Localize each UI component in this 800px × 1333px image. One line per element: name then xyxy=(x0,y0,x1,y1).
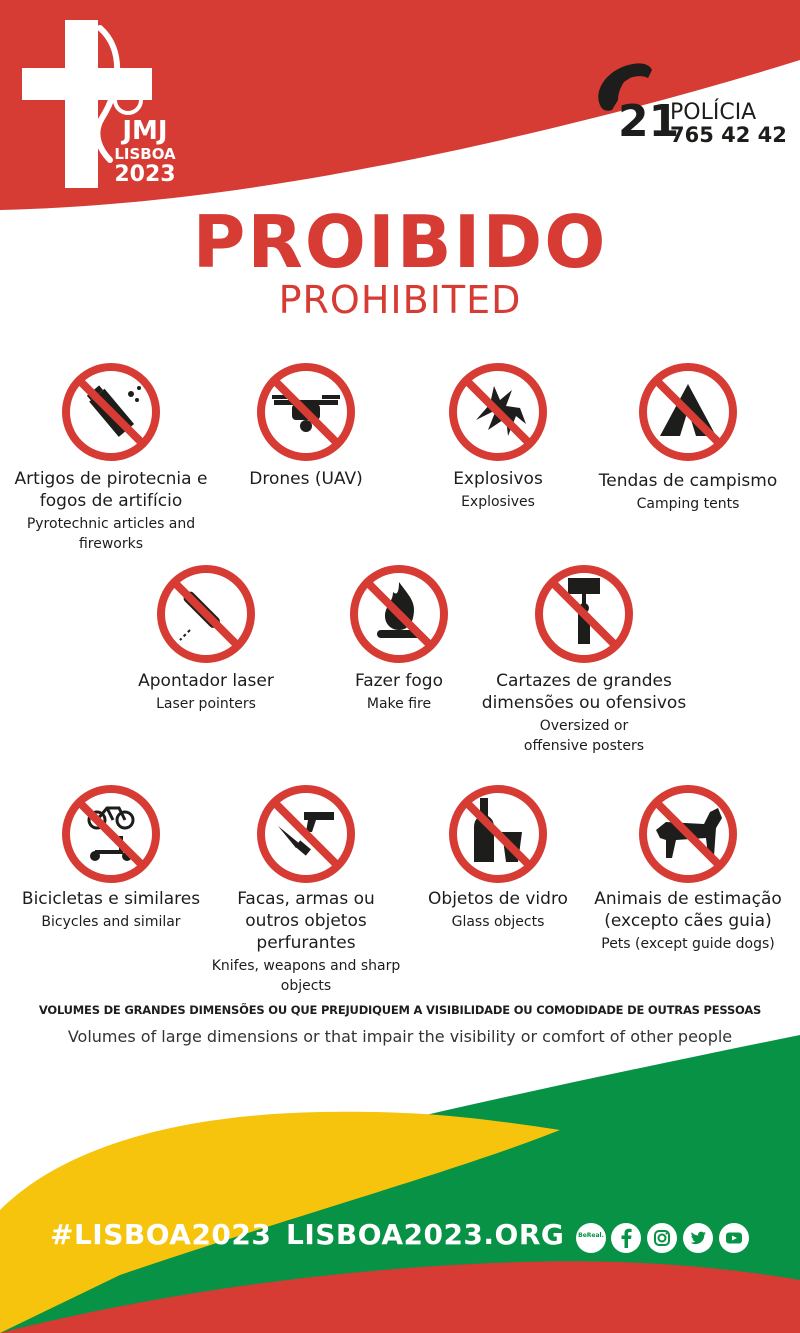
note-pt: VOLUMES DE GRANDES DIMENSÕES OU QUE PREJUDIQUEM A VISIBILIDADE OU COMODIDADE DE OUTRAS PESSOAS xyxy=(38,1003,762,1017)
footer-hashtag: #LISBOA2023 xyxy=(50,1218,272,1251)
laser-pointer-icon xyxy=(154,562,258,666)
instagram-icon[interactable] xyxy=(647,1223,677,1253)
drone-icon xyxy=(254,360,358,464)
dog-icon xyxy=(636,782,740,886)
item-en-label: Knifes, weapons and sharp objects xyxy=(211,958,401,994)
fire-icon xyxy=(347,562,451,666)
item-pt-label: Animais de estimação (excepto cães guia) xyxy=(594,889,782,931)
title-proibido: PROIBIDO xyxy=(192,200,608,284)
glass-bottle-icon xyxy=(446,782,550,886)
bereal-icon[interactable] xyxy=(576,1223,606,1253)
item-pt-label: Explosivos xyxy=(453,469,543,489)
item-pyrotechnics xyxy=(5,360,217,554)
explosives-icon xyxy=(446,360,550,464)
item-laser xyxy=(100,562,312,714)
item-pt-label: Artigos de pirotecnia e fogos de artifício xyxy=(14,469,208,511)
item-drones xyxy=(200,360,412,490)
item-en-label: Bicycles and similar xyxy=(41,914,181,930)
police-label: POLÍCIA xyxy=(670,100,757,125)
knife-gun-icon xyxy=(254,782,358,886)
item-pt-label: Tendas de campismo xyxy=(598,471,778,491)
item-en-label: Laser pointers xyxy=(156,696,256,712)
item-en-label: Pyrotechnic articles and fireworks xyxy=(26,516,196,552)
youtube-icon[interactable] xyxy=(719,1223,749,1253)
item-en-label: Oversized or offensive posters xyxy=(523,718,645,754)
logo-lisboa: LISBOA xyxy=(114,145,176,163)
item-explosives xyxy=(392,360,604,512)
item-en-label: Glass objects xyxy=(451,914,545,930)
item-en-label: Explosives xyxy=(461,494,535,510)
police-number: 765 42 42 xyxy=(670,123,787,147)
bicycle-scooter-icon xyxy=(59,782,163,886)
item-pt-label: Objetos de vidro xyxy=(428,889,568,909)
item-en-label: Make fire xyxy=(366,696,432,712)
title-prohibited: PROHIBITED xyxy=(278,278,522,322)
item-glass xyxy=(392,782,604,932)
police-prefix: 21 xyxy=(618,96,680,147)
twitter-icon[interactable] xyxy=(683,1223,713,1253)
jmj-logo xyxy=(20,20,180,190)
item-pt-label: Facas, armas ou outros objetos perfurantes xyxy=(237,889,375,953)
bereal-label: BeReal. xyxy=(578,1232,604,1239)
item-posters xyxy=(478,562,690,756)
item-pt-label: Apontador laser xyxy=(138,671,274,691)
item-tents xyxy=(582,360,794,514)
poster-icon xyxy=(532,562,636,666)
item-en-label: Pets (except guide dogs) xyxy=(601,936,775,952)
logo-jmj: JMJ xyxy=(122,116,168,146)
footer-website[interactable]: LISBOA2023.ORG xyxy=(286,1218,565,1251)
item-weapons xyxy=(200,782,412,996)
logo-year: 2023 xyxy=(114,162,176,187)
item-bicycles xyxy=(5,782,217,932)
note-en: Volumes of large dimensions or that impair the visibility or comfort of other people xyxy=(67,1027,733,1046)
item-pt-label: Fazer fogo xyxy=(355,671,443,691)
item-fire xyxy=(293,562,505,714)
item-pt-label: Drones (UAV) xyxy=(249,469,363,489)
tent-icon xyxy=(636,360,740,464)
pyrotechnics-icon xyxy=(59,360,163,464)
facebook-icon[interactable] xyxy=(611,1223,641,1253)
item-pets xyxy=(582,782,794,954)
item-pt-label: Bicicletas e similares xyxy=(21,889,201,909)
item-en-label: Camping tents xyxy=(636,496,740,512)
item-pt-label: Cartazes de grandes dimensões ou ofensivos xyxy=(481,671,687,713)
